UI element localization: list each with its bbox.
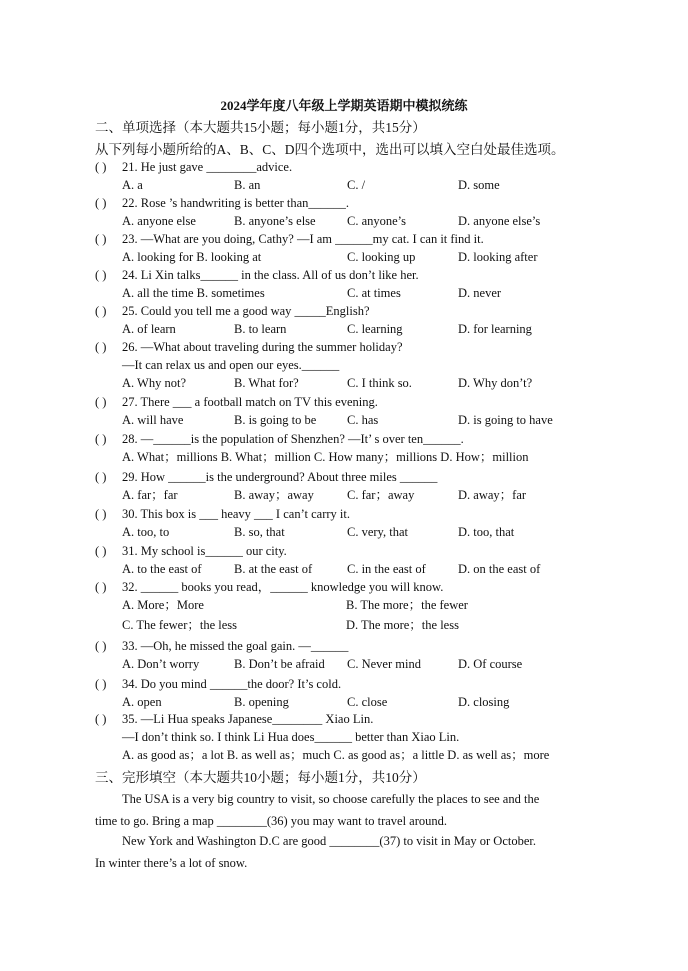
option-row: A. What；millions B. What；million C. How many；millions D. How；million <box>122 450 529 464</box>
option-row <box>122 617 642 634</box>
section3-heading: 三、完形填空（本大题共10小题；每小题1分，共10分） <box>95 770 426 785</box>
option: C. anyone’s <box>347 214 407 228</box>
option: A. to the east of <box>122 562 202 576</box>
option: C. has <box>347 413 379 427</box>
question-text: 23. —What are you doing, Cathy? —I am ______my cat. I can it find it. <box>122 232 484 246</box>
option: D. is going to have <box>458 413 553 427</box>
option: D. Of course <box>458 657 523 671</box>
option: D. for learning <box>458 322 532 336</box>
answer-bracket[interactable]: ( ) <box>95 544 107 558</box>
question-text: 31. My school is______ our city. <box>122 544 287 558</box>
question-stem <box>95 579 443 596</box>
option-row <box>122 694 642 711</box>
option: B. Don’t be afraid <box>234 657 325 671</box>
option: B. to learn <box>234 322 287 336</box>
option: C. Never mind <box>347 657 421 671</box>
question-text: 21. He just gave ________advice. <box>122 160 293 174</box>
question-stem <box>95 339 403 356</box>
option: C. learning <box>347 322 403 336</box>
option-row <box>122 561 642 578</box>
question-text: 26. —What about traveling during the summer holiday? <box>122 340 403 354</box>
option: B. What for? <box>234 376 299 390</box>
option-row <box>122 177 642 194</box>
section2-heading: 二、单项选择（本大题共15小题；每小题1分，共15分） <box>95 120 426 135</box>
section2-instruction: 从下列每小题所给的A、B、C、D四个选项中，选出可以填入空白处最佳选项。 <box>95 142 565 157</box>
question-text: 22. Rose ’s handwriting is better than______. <box>122 196 350 210</box>
option: A. looking for B. looking at <box>122 250 262 264</box>
question-text: 30. This box is ___ heavy ___ I can’t carry it. <box>122 507 350 521</box>
option: A. Why not? <box>122 376 186 390</box>
option: B. anyone’s else <box>234 214 316 228</box>
question-stem <box>95 303 370 320</box>
option: A. a <box>122 178 143 192</box>
option: A. will have <box>122 413 184 427</box>
dialogue-line: —It can relax us and open our eyes.______ <box>122 358 340 372</box>
option-row <box>122 285 642 302</box>
answer-bracket[interactable]: ( ) <box>95 232 107 246</box>
question-stem <box>95 638 348 655</box>
passage-line: The USA is a very big country to visit, so choose carefully the places to see and the <box>122 792 540 806</box>
answer-bracket[interactable]: ( ) <box>95 304 107 318</box>
answer-bracket[interactable]: ( ) <box>95 639 107 653</box>
question-text: 28. —______is the population of Shenzhen? —It’ s over ten______. <box>122 432 464 446</box>
option: A. of learn <box>122 322 176 336</box>
option: B. so, that <box>234 525 285 539</box>
option: D. on the east of <box>458 562 541 576</box>
option-row <box>122 656 642 673</box>
option: C. very, that <box>347 525 408 539</box>
question-text: 32. ______ books you read，______ knowledge you will know. <box>122 580 444 594</box>
option-row <box>122 213 642 230</box>
option: A. anyone else <box>122 214 196 228</box>
option: D. Why don’t? <box>458 376 533 390</box>
question-stem <box>95 195 349 212</box>
option-row <box>122 375 642 392</box>
option: B. opening <box>234 695 289 709</box>
option: A. open <box>122 695 162 709</box>
passage-line: In winter there’s a lot of snow. <box>95 856 248 870</box>
option: D. some <box>458 178 500 192</box>
option: C. at times <box>347 286 401 300</box>
question-stem <box>95 231 484 248</box>
option-row <box>122 524 642 541</box>
option: D. anyone else’s <box>458 214 541 228</box>
option: B. away；away <box>234 488 314 502</box>
option-row <box>122 321 642 338</box>
option: B. The more；the fewer <box>346 598 468 612</box>
option: A. too, to <box>122 525 170 539</box>
question-stem <box>95 267 419 284</box>
option: B. an <box>234 178 261 192</box>
answer-bracket[interactable]: ( ) <box>95 340 107 354</box>
option: D. never <box>458 286 502 300</box>
option: C. in the east of <box>347 562 426 576</box>
option-row <box>122 487 642 504</box>
option: C. close <box>347 695 388 709</box>
question-stem <box>95 394 378 411</box>
answer-bracket[interactable]: ( ) <box>95 160 107 174</box>
question-stem <box>95 711 373 728</box>
answer-bracket[interactable]: ( ) <box>95 268 107 282</box>
answer-bracket[interactable]: ( ) <box>95 507 107 521</box>
question-stem <box>95 431 464 448</box>
answer-bracket[interactable]: ( ) <box>95 677 107 691</box>
option: C. I think so. <box>347 376 412 390</box>
option-row <box>122 597 642 614</box>
option: A. More；More <box>122 598 204 612</box>
question-stem <box>95 506 350 523</box>
option: C. / <box>347 178 366 192</box>
passage-line: time to go. Bring a map ________(36) you may want to travel around. <box>95 814 448 828</box>
question-text: 29. How ______is the underground? About three miles ______ <box>122 470 438 484</box>
option: D. too, that <box>458 525 515 539</box>
answer-bracket[interactable]: ( ) <box>95 432 107 446</box>
option: D. The more；the less <box>346 618 459 632</box>
question-text: 27. There ___ a football match on TV this evening. <box>122 395 378 409</box>
question-text: 33. —Oh, he missed the goal gain. —______ <box>122 639 349 653</box>
option: B. at the east of <box>234 562 313 576</box>
option-row <box>122 412 642 429</box>
option: A. Don’t worry <box>122 657 200 671</box>
question-text: 34. Do you mind ______the door? It’s cold. <box>122 677 342 691</box>
page-title: 2024学年度八年级上学期英语期中模拟统练 <box>220 98 468 113</box>
question-stem <box>95 469 437 486</box>
option: A. all the time B. sometimes <box>122 286 265 300</box>
question-text: 24. Li Xin talks______ in the class. All of us don’t like her. <box>122 268 419 282</box>
option: C. far；away <box>347 488 415 502</box>
option: A. far；far <box>122 488 178 502</box>
option: D. looking after <box>458 250 538 264</box>
passage-line: New York and Washington D.C are good ________(37) to visit in May or October. <box>122 834 537 848</box>
question-stem <box>95 543 287 560</box>
answer-bracket[interactable]: ( ) <box>95 395 107 409</box>
question-stem <box>95 676 341 693</box>
option: C. looking up <box>347 250 416 264</box>
answer-bracket[interactable]: ( ) <box>95 196 107 210</box>
answer-bracket[interactable]: ( ) <box>95 712 107 726</box>
answer-bracket[interactable]: ( ) <box>95 580 107 594</box>
question-text: 35. —Li Hua speaks Japanese________ Xiao Lin. <box>122 712 374 726</box>
option: D. closing <box>458 695 510 709</box>
answer-bracket[interactable]: ( ) <box>95 470 107 484</box>
option: B. is going to be <box>234 413 317 427</box>
option-row: A. as good as；a lot B. as well as；much C. as good as；a little D. as well as；more <box>122 748 550 762</box>
option: D. away；far <box>458 488 527 502</box>
option-row <box>122 249 642 266</box>
question-stem <box>95 159 292 176</box>
question-text: 25. Could you tell me a good way _____English? <box>122 304 370 318</box>
option: C. The fewer；the less <box>122 618 238 632</box>
dialogue-line: —I don’t think so. I think Li Hua does______ better than Xiao Lin. <box>122 730 460 744</box>
